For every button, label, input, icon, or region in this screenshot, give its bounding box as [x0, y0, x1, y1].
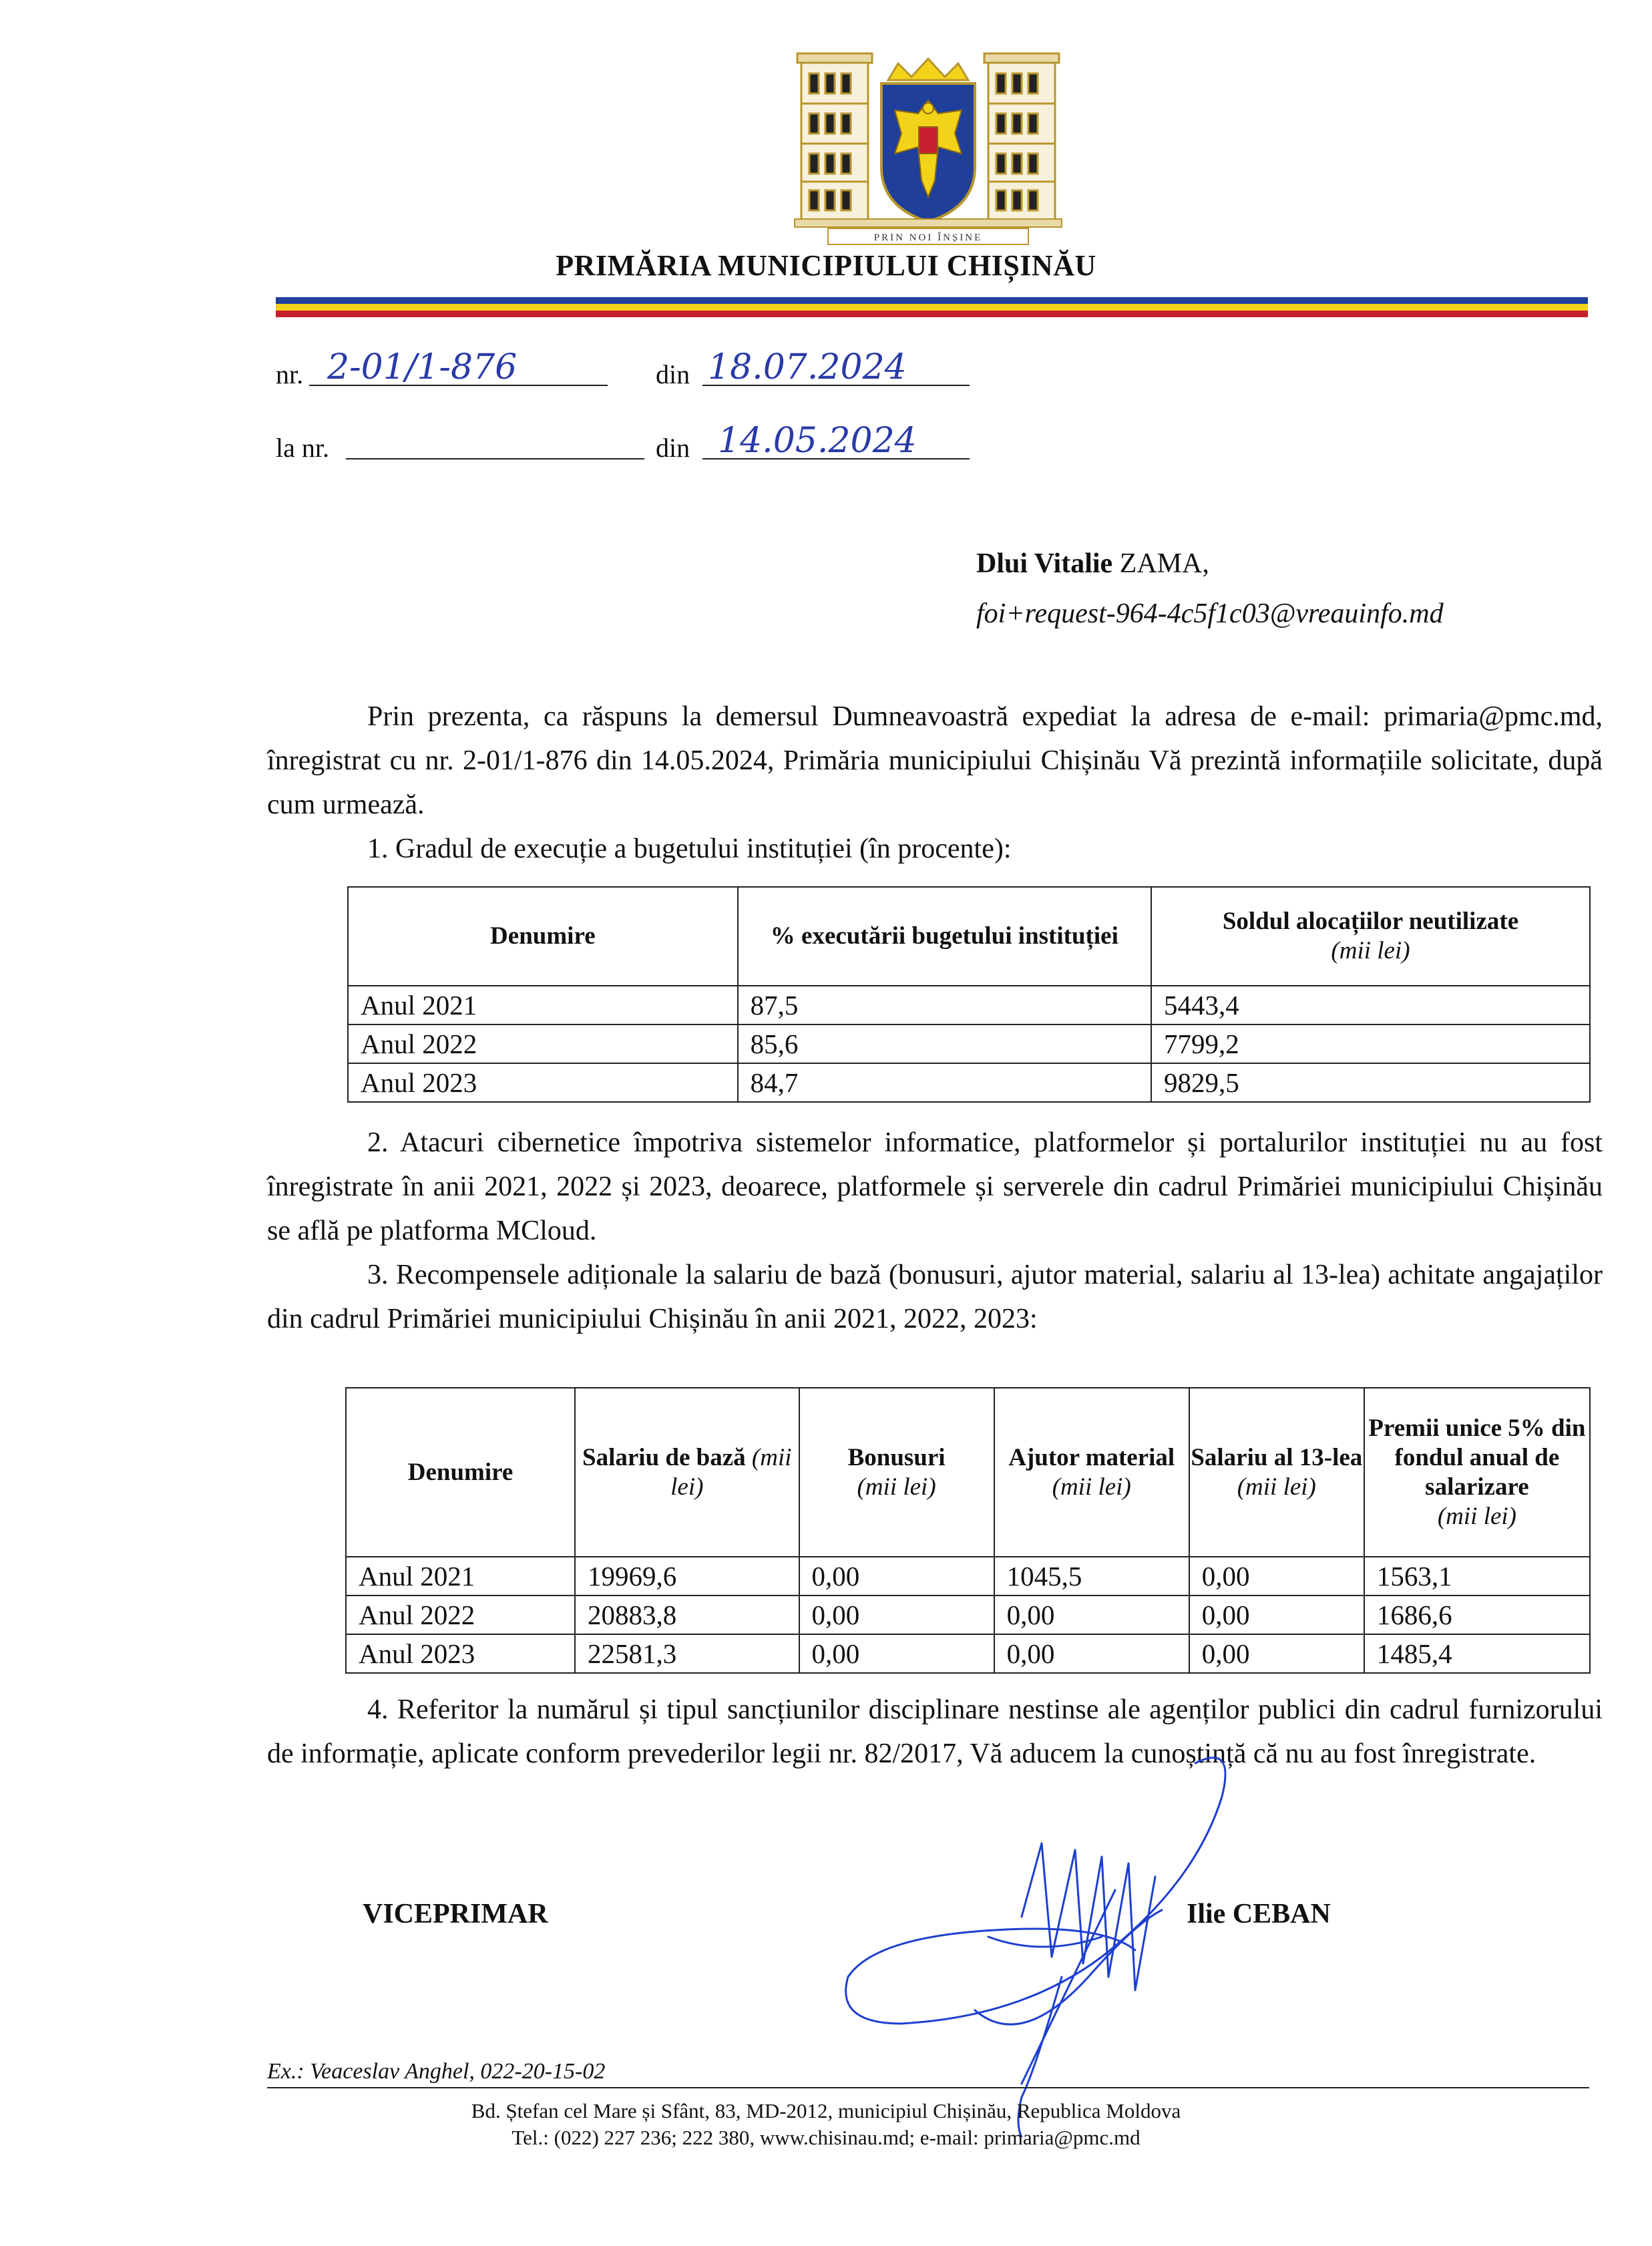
column-header-unit: (mii lei)	[1437, 1502, 1516, 1530]
column-header-main: Bonusuri	[847, 1443, 946, 1471]
din2-handwritten-value: 14.05.2024	[718, 421, 917, 461]
column-header-unit: (mii lei)	[1331, 937, 1410, 964]
table-row	[348, 1063, 1590, 1102]
table-header-row	[346, 1388, 1590, 1557]
executor-note: Ex.: Veaceslav Anghel, 022-20-15-02	[267, 2059, 606, 2084]
column-header-unit: (mii lei)	[1237, 1473, 1316, 1501]
column-header-main: Salariu de bază	[582, 1443, 746, 1471]
addressee-email: foi+request-964-4c5f1c03@vreauinfo.md	[976, 598, 1444, 629]
table-row	[348, 1024, 1590, 1063]
emblem-motto: PRIN NOI ÎNȘINE	[873, 232, 983, 243]
nr-label: nr.	[276, 359, 304, 389]
table-cell: 0,00	[799, 1634, 994, 1673]
table-cell: 0,00	[799, 1557, 994, 1596]
table-cell: 1686,6	[1364, 1596, 1590, 1634]
column-header-main: Soldul alocațiilor neutilizate	[1222, 908, 1519, 935]
item-4-text: 4. Referitor la numărul și tipul sancțiunilor disciplinare nestinse ale agenților publici din cadrul furnizorului de informație, aplicate conform prevederilor legii nr. 82/2017, Vă aducem la cunoștință că nu au fost înregistrate.	[267, 1694, 1603, 1769]
column-header: % executării bugetului instituției	[738, 887, 1151, 986]
column-header-main: Salariu al 13-lea	[1191, 1443, 1363, 1471]
table-cell: Anul 2022	[346, 1596, 575, 1634]
column-header-main: Ajutor material	[1008, 1443, 1175, 1471]
table-cell: 20883,8	[575, 1596, 799, 1634]
addressee-name	[976, 548, 1209, 580]
item-1-text: 1. Gradul de execuție a bugetului instituției (în procente):	[367, 833, 1012, 864]
signatory-name: Ilie CEBAN	[1187, 1899, 1331, 1929]
addressee-surname: ZAMA,	[1119, 548, 1209, 579]
la-nr-label: la nr.	[276, 433, 329, 463]
column-header	[575, 1388, 799, 1557]
budget-execution-table	[347, 886, 1591, 1103]
footer-contact: Tel.: (022) 227 236; 222 380, www.chisinau.md; e-mail: primaria@pmc.md	[511, 2126, 1141, 2149]
handwritten-signature	[821, 1736, 1289, 2137]
table-cell: 19969,6	[575, 1557, 799, 1596]
column-header	[994, 1388, 1189, 1557]
reference-block	[0, 0, 1652, 481]
intro-paragraph-block	[267, 695, 1603, 871]
nr-handwritten-value: 2-01/1-876	[327, 347, 518, 387]
column-header	[1189, 1388, 1364, 1557]
table-cell: 0,00	[1189, 1634, 1364, 1673]
column-header	[799, 1388, 994, 1557]
table-cell: 1485,4	[1364, 1634, 1590, 1673]
table-cell: 84,7	[738, 1063, 1151, 1102]
table-cell: 0,00	[1189, 1596, 1364, 1634]
table-header-row	[348, 887, 1590, 986]
table-row	[348, 986, 1590, 1024]
table-cell: 7799,2	[1151, 1024, 1590, 1063]
column-header-unit: (mii lei)	[857, 1473, 936, 1501]
intro-paragraph: Prin prezenta, ca răspuns la demersul Dumneavoastră expediat la adresa de e-mail: primaria@pmc.md, înregistrat cu nr. 2-01/1-876 din 14.05.2024, Primăria municipiului Chișinău Vă prezintă informațiile solicitate, după cum urmează.	[267, 701, 1603, 820]
column-header-unit: (mii lei)	[670, 1443, 792, 1501]
column-header: Denumire	[348, 887, 738, 986]
table-cell: 5443,4	[1151, 986, 1590, 1024]
salary-rewards-table	[345, 1387, 1591, 1674]
item-3-text: 3. Recompensele adiționale la salariu de bază (bonusuri, ajutor material, salariu al 13-lea) achitate angajaților din cadrul Primăriei municipiului Chișinău în anii 2021, 2022, 2023:	[267, 1260, 1603, 1334]
signatory-role: VICEPRIMAR	[363, 1899, 548, 1929]
addressee-prefix: Dlui Vitalie	[976, 548, 1120, 579]
table-row	[346, 1557, 1590, 1596]
table-row	[346, 1634, 1590, 1673]
table-cell: 1045,5	[994, 1557, 1189, 1596]
table-cell: 1563,1	[1364, 1557, 1590, 1596]
column-header	[1151, 887, 1590, 986]
footer-address: Bd. Ștefan cel Mare și Sfânt, 83, MD-2012, municipiul Chișinău, Republica Moldova	[471, 2099, 1181, 2122]
table-row	[346, 1596, 1590, 1634]
institution-heading: PRIMĂRIA MUNICIPIULUI CHIȘINĂU	[556, 249, 1096, 282]
table-cell: 0,00	[1189, 1557, 1364, 1596]
column-header-unit: (mii lei)	[1052, 1473, 1131, 1501]
table-cell: Anul 2023	[348, 1063, 738, 1102]
table-cell: Anul 2021	[346, 1557, 575, 1596]
column-header: Denumire	[346, 1388, 575, 1557]
din2-label: din	[656, 433, 690, 463]
table-cell: Anul 2023	[346, 1634, 575, 1673]
la-nr-field	[346, 427, 644, 459]
column-header-main: Premii unice 5% din fondul anual de salarizare	[1368, 1414, 1586, 1501]
item-2-text: 2. Atacuri cibernetice împotriva sistemelor informatice, platformelor și portalurilor instituției nu au fost înregistrate în anii 2021, 2022 și 2023, deoarece, platformele și serverele din cadrul Primăriei municipiului Chișinău se află pe platforma MCloud.	[267, 1127, 1603, 1246]
table-cell: 9829,5	[1151, 1063, 1590, 1102]
table-cell: 0,00	[994, 1596, 1189, 1634]
table-cell: Anul 2021	[348, 986, 738, 1024]
table-cell: Anul 2022	[348, 1024, 738, 1063]
din-handwritten-value: 18.07.2024	[708, 347, 907, 387]
din-label: din	[656, 359, 690, 389]
table-cell: 22581,3	[575, 1634, 799, 1673]
table-cell: 0,00	[799, 1596, 994, 1634]
items-2-3-block	[267, 1121, 1603, 1341]
table-cell: 85,6	[738, 1024, 1151, 1063]
column-header	[1364, 1388, 1590, 1557]
table-cell: 0,00	[994, 1634, 1189, 1673]
footer-divider	[267, 2087, 1589, 2088]
table-cell: 87,5	[738, 986, 1151, 1024]
